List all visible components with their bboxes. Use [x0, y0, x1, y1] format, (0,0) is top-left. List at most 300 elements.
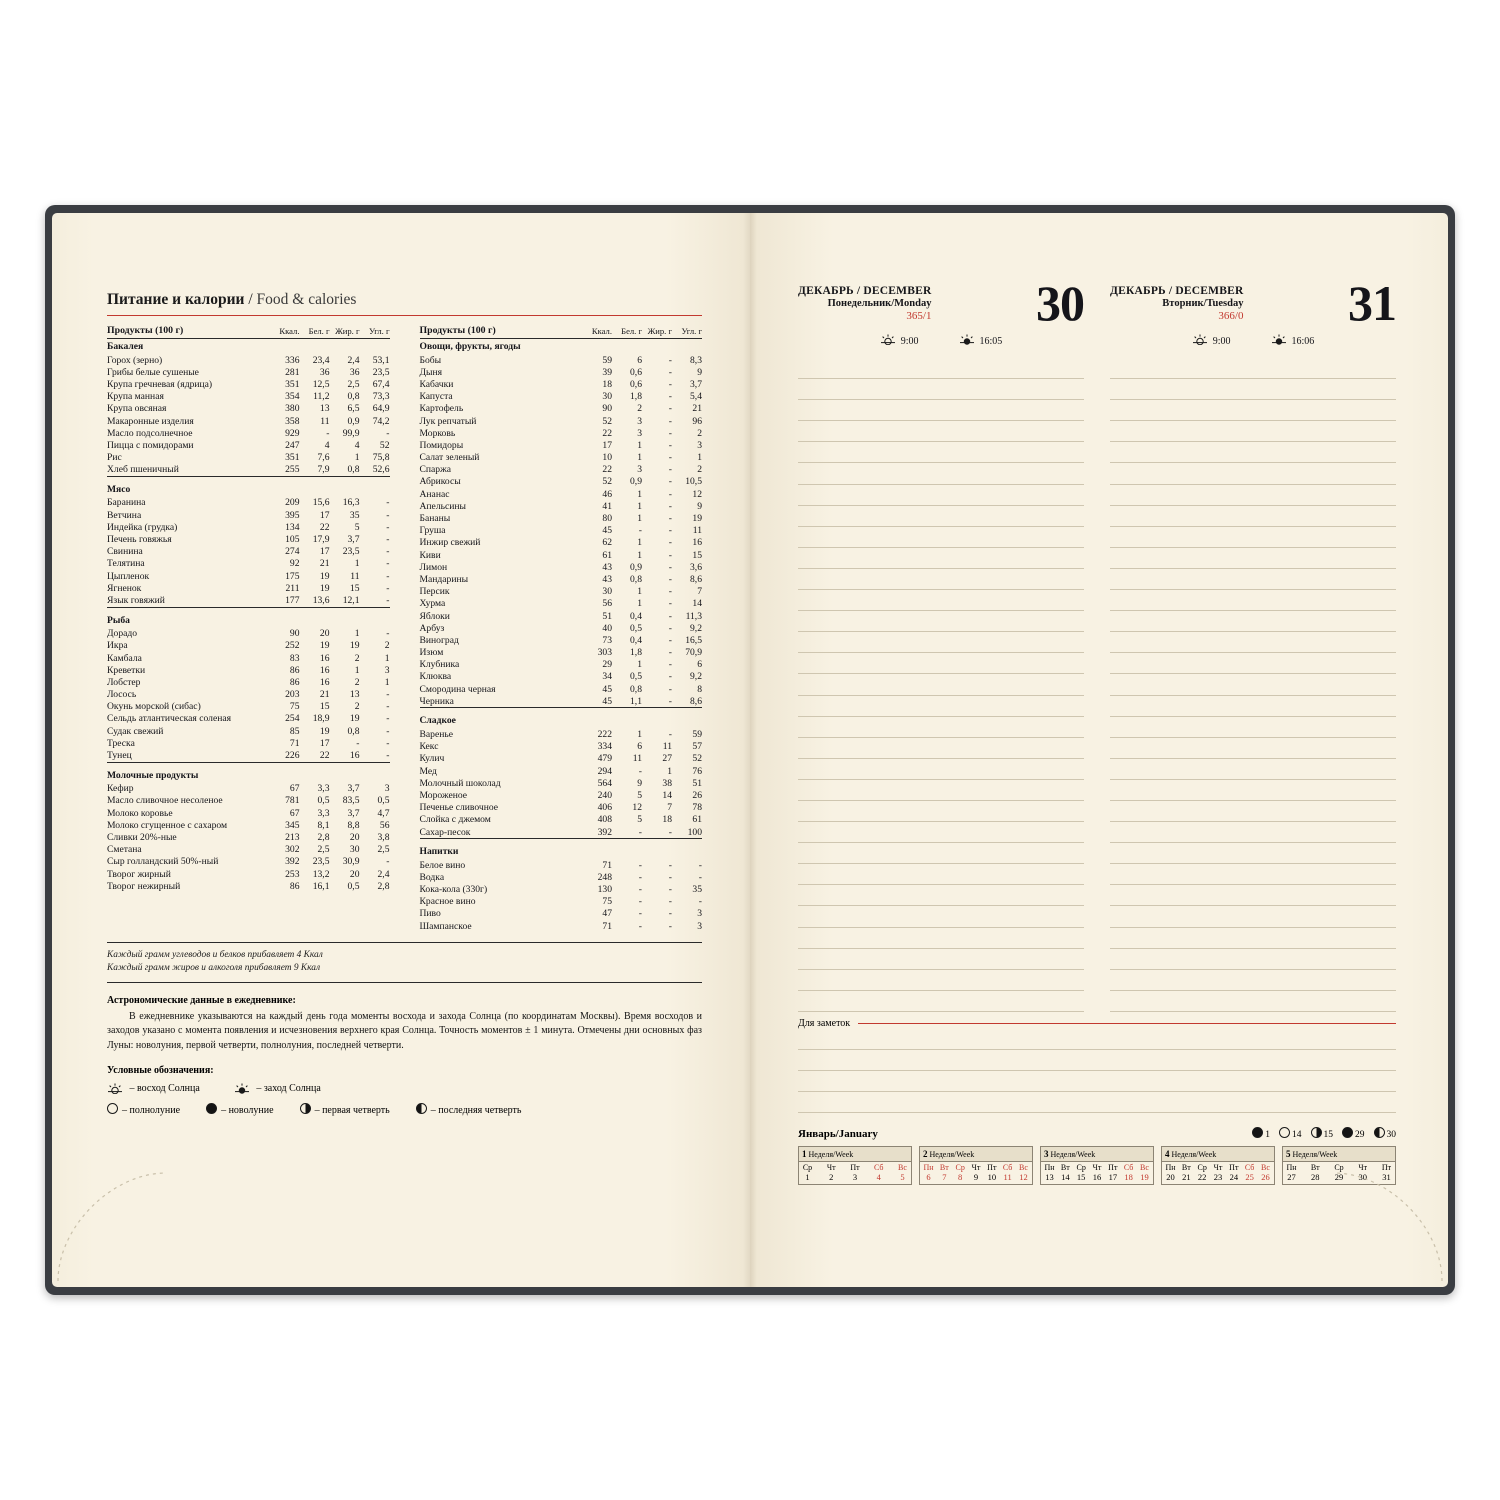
- calendar-date[interactable]: 13: [1045, 1172, 1054, 1183]
- food-kcal: 75: [289, 701, 300, 713]
- food-name: Печень говяжья: [107, 534, 172, 546]
- sunrise-value: 9:00: [900, 335, 919, 347]
- food-name: Грибы белые сушеные: [107, 366, 199, 378]
- food-carb: 2: [697, 427, 702, 439]
- writing-line[interactable]: [798, 717, 1084, 738]
- food-carb: 52: [379, 439, 390, 451]
- calendar-weekday: Пт: [850, 1163, 860, 1173]
- writing-line[interactable]: [798, 822, 1084, 843]
- calendar-date[interactable]: 2: [829, 1172, 834, 1183]
- writing-line[interactable]: [798, 949, 1084, 970]
- food-fat: -: [668, 729, 672, 741]
- table-row: [420, 525, 703, 537]
- food-fat: -: [668, 427, 672, 439]
- moon-phase-day: 15: [1323, 1130, 1333, 1141]
- food-section-label: Бакалея: [107, 339, 390, 355]
- food-protein: 22: [319, 521, 330, 533]
- food-name: Мандарины: [419, 573, 469, 585]
- food-kcal: 254: [285, 713, 300, 725]
- writing-line[interactable]: [798, 885, 1084, 906]
- moon-phase-day: 30: [1386, 1130, 1396, 1141]
- food-name: Крупа манная: [107, 391, 164, 403]
- calendar-date[interactable]: 10: [987, 1172, 997, 1183]
- food-kcal: 52: [602, 415, 612, 427]
- table-row: [420, 561, 703, 573]
- food-fat: 0,8: [347, 725, 360, 737]
- col-header-carb: Угл. г: [368, 325, 390, 336]
- last-moon-icon: [1374, 1127, 1385, 1138]
- mini-calendar-title: Январь/January: [798, 1127, 878, 1140]
- food-name: Клубника: [419, 659, 460, 671]
- food-fat: 1: [354, 664, 360, 676]
- food-protein: 1,8: [630, 647, 642, 659]
- table-row: [107, 415, 390, 427]
- food-section-header: [107, 339, 390, 355]
- food-protein: 1: [637, 729, 642, 741]
- writing-line[interactable]: [1110, 991, 1396, 1012]
- writing-line[interactable]: [798, 1050, 1396, 1071]
- food-protein: 9: [637, 777, 642, 789]
- col-header-protein: Бел. г: [308, 325, 330, 336]
- food-kcal: 274: [285, 546, 300, 558]
- new-moon-icon: [1252, 1127, 1263, 1138]
- food-fat: -: [668, 871, 672, 883]
- food-protein: 2: [637, 403, 642, 415]
- food-kcal: 351: [285, 452, 300, 464]
- writing-line[interactable]: [798, 780, 1084, 801]
- food-protein: 1: [637, 513, 642, 525]
- food-name: Дорадо: [107, 628, 138, 640]
- calendar-date[interactable]: 18: [1124, 1172, 1133, 1183]
- food-fat: -: [668, 586, 672, 598]
- table-row: [107, 378, 390, 390]
- table-row: [420, 427, 703, 439]
- writing-line[interactable]: [798, 548, 1084, 569]
- table-row: [107, 713, 390, 725]
- writing-line[interactable]: [798, 843, 1084, 864]
- food-carb: 21: [692, 403, 702, 415]
- food-protein: 3: [637, 427, 642, 439]
- food-carb: 51: [692, 777, 702, 789]
- food-fat: -: [668, 896, 672, 908]
- food-name: Персик: [419, 586, 450, 598]
- calendar-weekday: Пн: [1044, 1163, 1055, 1173]
- food-name: Хлеб пшеничный: [107, 464, 179, 476]
- food-fat: -: [668, 452, 672, 464]
- calendar-date[interactable]: 22: [1197, 1172, 1207, 1183]
- calendar-date[interactable]: 9: [973, 1172, 979, 1183]
- food-fat: 30: [349, 844, 360, 856]
- sunset-time: [1271, 334, 1315, 348]
- calendar-date[interactable]: 20: [1166, 1172, 1175, 1183]
- food-kcal: 380: [285, 403, 300, 415]
- writing-line[interactable]: [798, 379, 1084, 400]
- food-protein: 36: [319, 366, 330, 378]
- calendar-weekday: Сб: [1123, 1163, 1134, 1173]
- calendar-date[interactable]: 8: [958, 1172, 963, 1183]
- day-columns: [798, 275, 1396, 1012]
- food-carb: 3,8: [377, 831, 390, 843]
- food-protein: 5: [637, 789, 642, 801]
- calendar-date[interactable]: 1: [805, 1172, 810, 1183]
- calendar-date[interactable]: 27: [1287, 1172, 1296, 1183]
- writing-line[interactable]: [798, 421, 1084, 442]
- page-title-en: Food & calories: [256, 291, 357, 308]
- table-row: [107, 558, 390, 570]
- legend-full-moon: [107, 1103, 180, 1116]
- writing-line[interactable]: [798, 527, 1084, 548]
- first-moon-icon: [1311, 1127, 1322, 1138]
- writing-line[interactable]: [1110, 400, 1396, 421]
- moon-phase-item: [1374, 1127, 1397, 1140]
- title-divider: [107, 315, 702, 316]
- food-kcal: 43: [602, 573, 612, 585]
- calendar-date[interactable]: 29: [1334, 1172, 1344, 1183]
- food-name: Варенье: [419, 729, 453, 741]
- food-protein: 20: [319, 628, 330, 640]
- food-fat: 11: [350, 570, 360, 582]
- food-carb: -: [698, 871, 702, 883]
- food-name: Капуста: [419, 391, 453, 403]
- food-fat: -: [668, 513, 672, 525]
- writing-line[interactable]: [798, 759, 1084, 780]
- food-carb: 6: [697, 659, 702, 671]
- writing-line[interactable]: [798, 590, 1084, 611]
- writing-line[interactable]: [798, 1029, 1396, 1050]
- writing-line[interactable]: [1110, 463, 1396, 484]
- writing-line[interactable]: [1110, 885, 1396, 906]
- writing-lines[interactable]: [798, 358, 1084, 1012]
- table-row: [420, 622, 703, 634]
- food-carb: 3: [697, 908, 702, 920]
- food-carb: 9,2: [690, 671, 702, 683]
- calendar-date[interactable]: 3: [852, 1172, 858, 1183]
- food-name: Бананы: [419, 513, 451, 525]
- writing-lines[interactable]: [1110, 358, 1396, 1012]
- writing-line[interactable]: [798, 485, 1084, 506]
- table-row: [107, 628, 390, 640]
- writing-line[interactable]: [1110, 485, 1396, 506]
- writing-line[interactable]: [798, 653, 1084, 674]
- food-protein: 0,6: [630, 378, 642, 390]
- food-name: Кабачки: [419, 378, 454, 390]
- writing-line[interactable]: [798, 442, 1084, 463]
- calorie-note-line-1: Каждый грамм углеводов и белков прибавляет 4 Ккал: [107, 950, 323, 961]
- col-header-name: Продукты (100 г): [107, 325, 184, 336]
- food-protein: 19: [319, 725, 330, 737]
- calendar-date[interactable]: 16: [1092, 1172, 1102, 1183]
- calendar-date[interactable]: 6: [926, 1172, 931, 1183]
- col-header-protein: Бел. г: [621, 325, 642, 336]
- food-fat: 16: [349, 750, 360, 762]
- calendar-week[interactable]: [1161, 1146, 1275, 1185]
- calendar-weekday: Вт: [1060, 1163, 1070, 1173]
- writing-line[interactable]: [798, 358, 1084, 379]
- calendar-weekday: Пт: [1108, 1163, 1118, 1173]
- writing-line[interactable]: [1110, 674, 1396, 695]
- food-protein: 1: [637, 500, 642, 512]
- food-carb: 26: [692, 789, 702, 801]
- sunset-icon: [1271, 334, 1287, 348]
- writing-line[interactable]: [1110, 717, 1396, 738]
- calendar-date[interactable]: 14: [1061, 1172, 1070, 1183]
- writing-line[interactable]: [798, 738, 1084, 759]
- food-carb: 52: [692, 753, 702, 765]
- food-name: Лимон: [419, 561, 448, 573]
- legend-full-label: – полнолуние: [122, 1105, 181, 1117]
- calendar-date[interactable]: 23: [1213, 1172, 1223, 1183]
- food-carb: -: [386, 701, 390, 713]
- food-protein: 7,6: [317, 452, 330, 464]
- food-protein: 3: [637, 415, 642, 427]
- writing-line[interactable]: [1110, 801, 1396, 822]
- writing-line[interactable]: [1110, 590, 1396, 611]
- food-kcal: 85: [289, 725, 300, 737]
- writing-line[interactable]: [1110, 928, 1396, 949]
- calendar-date[interactable]: 12: [1019, 1172, 1028, 1183]
- table-row: [107, 652, 390, 664]
- table-row: [420, 802, 703, 814]
- legend-last-label: – последняя четверть: [430, 1105, 522, 1117]
- writing-line[interactable]: [1110, 759, 1396, 780]
- writing-line[interactable]: [1110, 843, 1396, 864]
- writing-line[interactable]: [798, 928, 1084, 949]
- writing-line[interactable]: [1110, 358, 1396, 379]
- writing-line[interactable]: [798, 400, 1084, 421]
- writing-line[interactable]: [798, 463, 1084, 484]
- food-kcal: 71: [289, 737, 300, 749]
- sunset-value: 16:05: [979, 335, 1003, 347]
- legend-moon-row: [107, 1103, 702, 1116]
- book-pages: [52, 213, 1448, 1287]
- left-page: [52, 213, 750, 1287]
- calendar-week[interactable]: [919, 1146, 1033, 1185]
- food-name: Молоко сгущенное с сахаром: [107, 819, 228, 831]
- table-row: [107, 582, 390, 594]
- full-moon-icon: [107, 1103, 118, 1114]
- food-kcal: 51: [602, 610, 612, 622]
- food-name: Сливки 20%-ные: [107, 831, 177, 843]
- food-carb: -: [386, 750, 390, 762]
- writing-line[interactable]: [798, 1071, 1396, 1092]
- notes-writing-lines[interactable]: [798, 1029, 1396, 1113]
- food-carb: 1: [384, 652, 390, 664]
- calendar-date[interactable]: 26: [1261, 1172, 1270, 1183]
- sunrise-icon: [1192, 334, 1208, 348]
- writing-line[interactable]: [1110, 738, 1396, 759]
- food-name: Треска: [107, 737, 135, 749]
- table-row: [107, 880, 390, 892]
- day-entry-31: [1110, 275, 1396, 1012]
- writing-line[interactable]: [1110, 569, 1396, 590]
- food-kcal: 10: [602, 452, 612, 464]
- writing-line[interactable]: [798, 1092, 1396, 1113]
- writing-line[interactable]: [798, 674, 1084, 695]
- calendar-weekday: Чт: [1358, 1163, 1368, 1173]
- food-section-header: [420, 339, 703, 355]
- writing-line[interactable]: [1110, 906, 1396, 927]
- food-carb: 70,9: [685, 647, 702, 659]
- food-kcal: 30: [602, 586, 612, 598]
- writing-line[interactable]: [1110, 949, 1396, 970]
- calendar-date[interactable]: 25: [1245, 1172, 1254, 1183]
- food-name: Кулич: [419, 753, 445, 765]
- writing-line[interactable]: [798, 864, 1084, 885]
- food-carb: -: [386, 628, 390, 640]
- calendar-date[interactable]: 15: [1076, 1172, 1086, 1183]
- calendar-weekday: Чт: [826, 1163, 836, 1173]
- calendar-week[interactable]: [798, 1146, 912, 1185]
- table-row: [107, 819, 390, 831]
- food-protein: 1: [637, 598, 642, 610]
- food-fat: 1: [354, 558, 360, 570]
- food-carb: 8,6: [690, 695, 702, 707]
- calendar-date[interactable]: 31: [1382, 1172, 1391, 1183]
- legend-last-quarter: [416, 1103, 522, 1116]
- food-name: Рис: [107, 452, 122, 464]
- table-row: [420, 741, 703, 753]
- food-carb: 2: [697, 464, 702, 476]
- food-carb: 1: [384, 676, 390, 688]
- food-name: Баранина: [107, 497, 146, 509]
- table-row: [107, 464, 390, 477]
- writing-line[interactable]: [1110, 442, 1396, 463]
- calendar-weekday: Пн: [1286, 1163, 1297, 1173]
- food-name: Ягненок: [107, 582, 142, 594]
- food-kcal: 345: [285, 819, 300, 831]
- food-carb: 2,8: [377, 880, 390, 892]
- calendar-date[interactable]: 17: [1108, 1172, 1118, 1183]
- table-row: [107, 366, 390, 378]
- table-row: [420, 728, 703, 740]
- food-protein: 12: [632, 802, 642, 814]
- food-name: Творог нежирный: [107, 880, 181, 892]
- food-name: Кекс: [419, 741, 439, 753]
- food-carb: 0,5: [377, 795, 390, 807]
- writing-line[interactable]: [798, 991, 1084, 1012]
- writing-line[interactable]: [1110, 611, 1396, 632]
- calendar-date[interactable]: 28: [1311, 1172, 1320, 1183]
- writing-line[interactable]: [798, 696, 1084, 717]
- food-protein: 1: [637, 537, 642, 549]
- food-carb: 100: [687, 826, 702, 838]
- food-protein: 6: [637, 741, 642, 753]
- table-row: [420, 573, 703, 585]
- writing-line[interactable]: [1110, 780, 1396, 801]
- writing-line[interactable]: [1110, 653, 1396, 674]
- writing-line[interactable]: [798, 569, 1084, 590]
- writing-line[interactable]: [798, 970, 1084, 991]
- writing-line[interactable]: [798, 801, 1084, 822]
- food-protein: 0,4: [630, 634, 642, 646]
- table-row: [420, 586, 703, 598]
- food-protein: 15: [319, 701, 330, 713]
- calendar-date[interactable]: 7: [942, 1172, 947, 1183]
- food-name: Сельдь атлантическая соленая: [107, 713, 232, 725]
- food-protein: 17,9: [312, 534, 330, 546]
- food-kcal: 18: [602, 378, 612, 390]
- food-name: Масло подсолнечное: [107, 427, 193, 439]
- writing-line[interactable]: [1110, 379, 1396, 400]
- writing-line[interactable]: [798, 906, 1084, 927]
- food-kcal: 30: [602, 391, 612, 403]
- table-row: [107, 664, 390, 676]
- calendar-date[interactable]: 11: [1003, 1172, 1012, 1183]
- food-kcal: 479: [597, 753, 612, 765]
- calendar-weekday-row: [1162, 1162, 1274, 1172]
- calendar-week[interactable]: [1040, 1146, 1154, 1185]
- food-table-1: [107, 325, 390, 892]
- table-header-row: [420, 325, 703, 339]
- calendar-weekday-row: [1041, 1162, 1153, 1172]
- writing-line[interactable]: [798, 506, 1084, 527]
- writing-line[interactable]: [798, 632, 1084, 653]
- food-fat: -: [668, 500, 672, 512]
- food-fat: -: [668, 659, 672, 671]
- writing-line[interactable]: [1110, 822, 1396, 843]
- food-protein: 16: [319, 652, 330, 664]
- calendar-date[interactable]: 21: [1182, 1172, 1191, 1183]
- food-name: Икра: [107, 640, 128, 652]
- mini-calendar-header: [798, 1127, 1396, 1140]
- calendar-date[interactable]: 4: [876, 1172, 881, 1183]
- writing-line[interactable]: [1110, 632, 1396, 653]
- food-section-label: Овощи, фрукты, ягоды: [420, 339, 703, 355]
- calendar-date[interactable]: 24: [1229, 1172, 1239, 1183]
- food-protein: 19: [319, 582, 330, 594]
- food-carb: -: [386, 558, 390, 570]
- writing-line[interactable]: [1110, 527, 1396, 548]
- food-table-2-body: [420, 339, 703, 933]
- writing-line[interactable]: [1110, 970, 1396, 991]
- calendar-date[interactable]: 19: [1140, 1172, 1149, 1183]
- writing-line[interactable]: [1110, 548, 1396, 569]
- food-carb: -: [386, 689, 390, 701]
- legend-sunrise-label: – восход Солнца: [129, 1083, 200, 1095]
- food-kcal: 211: [285, 582, 300, 594]
- food-kcal: 47: [602, 908, 612, 920]
- food-protein: -: [638, 920, 642, 932]
- food-kcal: 392: [285, 856, 300, 868]
- notes-header: [798, 1018, 1396, 1029]
- food-protein: 18,9: [312, 713, 330, 725]
- writing-line[interactable]: [1110, 506, 1396, 527]
- food-kcal: 29: [602, 659, 612, 671]
- food-name: Груша: [419, 525, 446, 537]
- food-name: Молочный шоколад: [419, 777, 501, 789]
- food-protein: 21: [319, 558, 330, 570]
- food-carb: 9: [697, 366, 702, 378]
- food-kcal: 52: [602, 476, 612, 488]
- calendar-date[interactable]: 5: [900, 1172, 905, 1183]
- food-fat: 19: [349, 640, 360, 652]
- food-carb: 2,5: [377, 844, 390, 856]
- writing-line[interactable]: [1110, 421, 1396, 442]
- writing-line[interactable]: [798, 611, 1084, 632]
- writing-line[interactable]: [1110, 864, 1396, 885]
- moon-phase-item: [1311, 1127, 1334, 1140]
- table-row: [420, 598, 703, 610]
- writing-line[interactable]: [1110, 696, 1396, 717]
- food-name: Помидоры: [419, 439, 464, 451]
- food-fat: 1: [354, 628, 360, 640]
- mini-calendar: [798, 1127, 1396, 1185]
- page-corner-fold: [1328, 1167, 1448, 1287]
- food-fat: 0,8: [347, 391, 360, 403]
- food-name: Виноград: [419, 634, 459, 646]
- food-name: Дыня: [419, 366, 443, 378]
- calendar-date[interactable]: 30: [1358, 1172, 1367, 1183]
